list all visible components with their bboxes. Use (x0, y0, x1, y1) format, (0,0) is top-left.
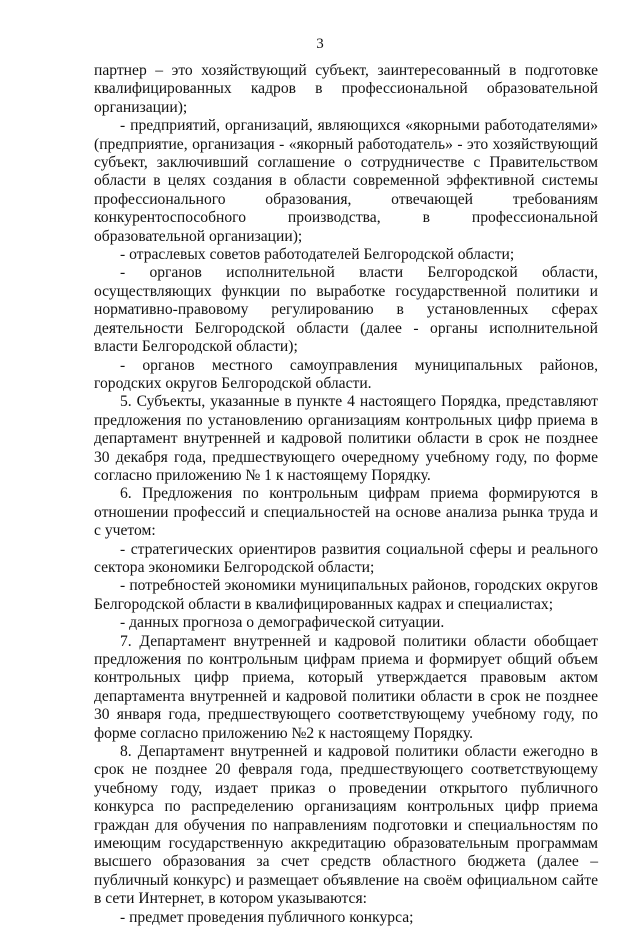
paragraph-item-7: 7. Департамент внутренней и кадровой политики области обобщает предложения по контрольным цифрам приема и формирует общий объем контрольных цифр приема, который утверждается правовым актом департамента внутренней и кадровой политики области в срок не позднее 30 января года, предшествующего соответствующему учебному году, по форме согласно приложению №2 к настоящему Порядку. (94, 632, 598, 742)
paragraph-executive-authorities: - органов исполнительной власти Белгородской области, осуществляющих функции по выработке государственной политики и нормативно-правовому регулированию в установленных сферах деятельности Белгородской области (далее - органы исполнительной власти Белгородской области); (94, 264, 598, 356)
paragraph-demographic-forecast: - данных прогноза о демографической ситуации. (120, 614, 445, 632)
document-body (94, 62, 598, 927)
paragraph-continuation: партнер – это хозяйствующий субъект, заинтересованный в подготовке квалифицированных кадров в профессиональной образовательной организации); (94, 62, 598, 116)
paragraph-industry-councils: - отраслевых советов работодателей Белгородской области; (120, 246, 515, 264)
paragraph-item-6: 6. Предложения по контрольным цифрам приема формируются в отношении профессий и специальностей на основе анализа рынка труда и с учетом: (94, 485, 598, 540)
paragraph-item-5: 5. Субъекты, указанные в пункте 4 настоящего Порядка, представляют предложения по установлению организациям контрольных цифр приема в департамент внутренней и кадровой политики области в срок не позднее 30 декабря года, предшествующего очередному учебному году, по форме согласно приложению № 1 к настоящему Порядку. (94, 393, 598, 484)
page-number: 3 (316, 36, 324, 52)
paragraph-contest-subject: - предмет проведения публичного конкурса; (120, 908, 414, 926)
paragraph-anchor-employers: - предприятий, организаций, являющихся «якорными работодателями» (предприятие, организация - «якорный работодатель» - это хозяйствующий субъект, заключивший соглашение о сотрудничестве с Правительством области в целях создания в области современной эффективной системы профессионального образования, отвечающей требованиям конкурентоспособного производства, в профессиональной образовательной организации); (94, 117, 598, 245)
paragraph-local-self-government: - органов местного самоуправления муниципальных районов, городских округов Белгородской области. (94, 356, 598, 392)
paragraph-economy-needs: - потребностей экономики муниципальных районов, городских округов Белгородской области в квалифицированных кадрах и специалистах; (94, 577, 598, 613)
paragraph-item-8: 8. Департамент внутренней и кадровой политики области ежегодно в срок не позднее 20 февраля года, предшествующего соответствующему учебному году, издает приказ о проведении открытого публичного конкурса по распределению организациям контрольных цифр приема граждан для обучения по направлениям подготовки и специальностям по имеющим государственную аккредитацию образовательным программам высшего образования за счет средств областного бюджета (далее – публичный конкурс) и размещает объявление на своём официальном сайте в сети Интернет, в котором указываются: (94, 743, 598, 908)
paragraph-strategic-guidelines: - стратегических ориентиров развития социальной сферы и реального сектора экономики Белгородской области; (94, 540, 598, 576)
